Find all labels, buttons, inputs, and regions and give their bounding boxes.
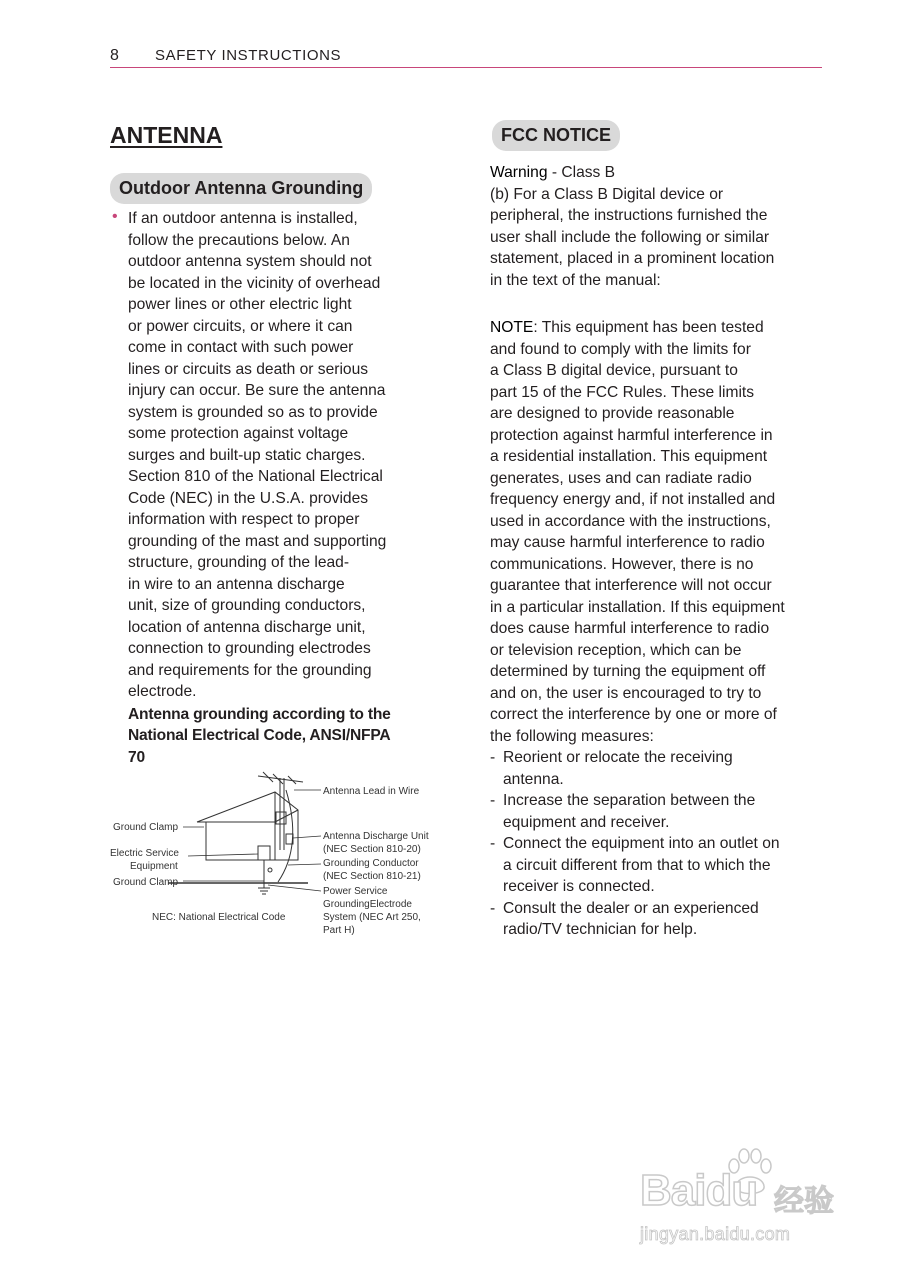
label-power-service-1: Power Service [323, 886, 388, 897]
fcc-notice-body [490, 162, 825, 941]
warning-body: (b) For a Class B Digital device or peripheral, the instructions furnished the user shall include the following or similar statement, placed in a prominent location in the text of the manual: [490, 185, 775, 289]
page-number: 8 [110, 47, 119, 64]
watermark-url: jingyan.baidu.com [640, 1224, 791, 1244]
grounding-caption: Antenna grounding according to the National Electrical Code, ANSI/NFPA 70 [128, 705, 391, 766]
baidu-watermark [636, 1148, 856, 1258]
diagram-leader-lines [183, 790, 321, 891]
label-ground-clamp-top: Ground Clamp [113, 822, 179, 833]
list-item: - Increase the separation between the equipment and receiver. [490, 790, 825, 833]
outdoor-antenna-grounding-subheading: Outdoor Antenna Grounding [110, 173, 372, 204]
warning-label: Warning [490, 164, 548, 181]
service-equipment-icon [258, 846, 272, 894]
bullet-dot: • [112, 208, 118, 225]
watermark-brand: Baidu [640, 1166, 758, 1215]
note-body: : This equipment has been tested and found to comply with the limits for a Class B digital device, pursuant to part 15 of the FCC Rules. These limits are designed to provide reasonable protection against harmful interference in a residential installation. This equipment generates, uses and can radiate radio frequency energy and, if not installed and used in accordance with the instructions, may cause harmful interference to radio communications. However, there is no guarantee that interference will not occur in a particular installation. If this equipment does cause harmful interference to radio or television reception, which can be determined by turning the equipment off and on, the user is encouraged to try to correct the interference by one or more of the following measures: [490, 319, 785, 745]
label-grounding-conductor-2: (NEC Section 810-21) [323, 871, 421, 882]
fcc-notice-heading: FCC NOTICE [492, 120, 620, 151]
watermark-chinese: 经验 [774, 1185, 834, 1218]
house-outline-icon [168, 792, 308, 883]
note-paragraph [490, 317, 825, 747]
measures-list [490, 747, 825, 941]
page-header [110, 44, 822, 68]
label-antenna-lead: Antenna Lead in Wire [323, 786, 420, 797]
label-nec-note: NEC: National Electrical Code [152, 912, 286, 923]
label-electric-service-2: Equipment [130, 861, 178, 872]
note-label: NOTE [490, 319, 534, 336]
antenna-mast-icon [258, 772, 303, 882]
label-discharge-unit-1: Antenna Discharge Unit [323, 831, 429, 842]
label-ground-clamp-bottom: Ground Clamp [113, 877, 179, 888]
antenna-instructions [128, 208, 428, 768]
label-power-service-2: GroundingElectrode [323, 899, 412, 910]
list-item: - Consult the dealer or an experienced radio/TV technician for help. [490, 898, 825, 941]
label-electric-service-1: Electric Service [110, 848, 179, 859]
antenna-heading: ANTENNA [110, 122, 223, 148]
warning-class: - Class B [547, 164, 616, 181]
section-title: SAFETY INSTRUCTIONS [155, 47, 342, 64]
label-grounding-conductor-1: Grounding Conductor [323, 858, 419, 869]
antenna-grounding-diagram [108, 770, 448, 945]
label-power-service-4: Part H) [323, 925, 355, 936]
warning-line [490, 162, 825, 184]
list-item: - Reorient or relocate the receiving antenna. [490, 747, 825, 790]
label-power-service-3: System (NEC Art 250, [323, 912, 421, 923]
list-item: - Connect the equipment into an outlet on a circuit different from that to which the receiver is connected. [490, 833, 825, 898]
label-discharge-unit-2: (NEC Section 810-20) [323, 844, 421, 855]
antenna-paragraph: If an outdoor antenna is installed, follow the precautions below. An outdoor antenna system should not be located in the vicinity of overhead power lines or other electric light or power circuits, or where it can come in contact with such power lines or circuits as death or serious injury can occur. Be sure the antenna system is grounded so as to provide some protection against voltage surges and built-up static charges. Section 810 of the National Electrical Code (NEC) in the U.S.A. provides information with respect to proper grounding of the mast and supporting structure, grounding of the lead- in wire to an antenna discharge unit, size of grounding conductors, location of antenna discharge unit, connection to grounding electrodes and requirements for the grounding electrode. [128, 210, 387, 700]
